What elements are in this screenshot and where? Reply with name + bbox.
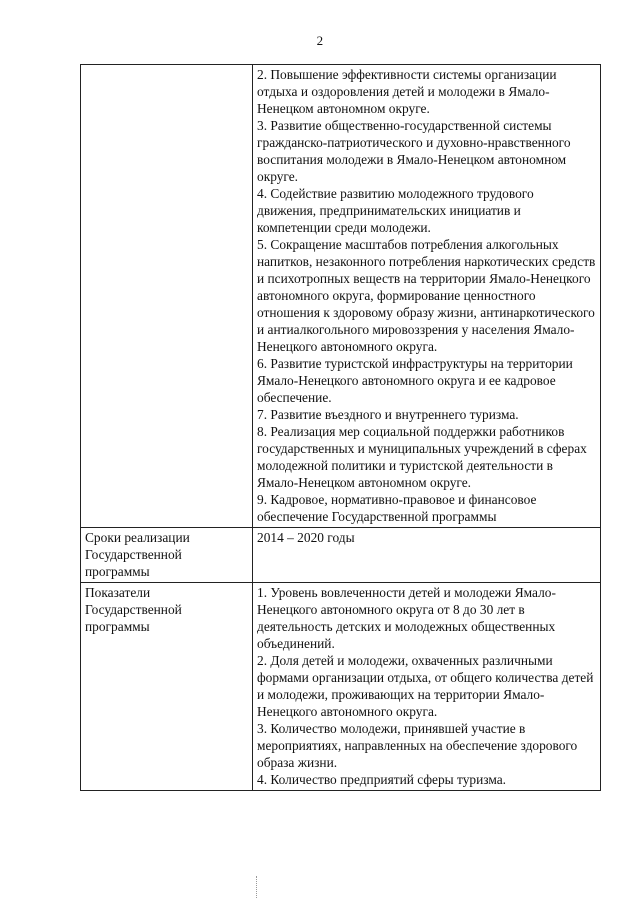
table-row-indicators <box>81 583 601 791</box>
scan-mark <box>256 876 259 898</box>
indicator-item-4: 4. Количество предприятий сферы туризма. <box>257 772 507 787</box>
indicator-item-3: 3. Количество молодежи, принявшей участие в мероприятиях, направленных на обеспечение здорового образа жизни. <box>257 721 578 770</box>
task-item-5: 5. Сокращение масштабов потребления алкогольных напитков, незаконного потребления наркотических средств и психотропных веществ на территории Ямало-Ненецкого автономного округа, формирование ценностного отношения к здоровому образу жизни, антинаркотического и антиалкогольного мировоззрения у населения Ямало-Ненецкого автономного округа. <box>257 237 596 354</box>
indicator-item-2: 2. Доля детей и молодежи, охваченных различными формами организации отдыха, от общего количества детей и молодежи, проживающих на территории Ямало-Ненецкого автономного округа. <box>257 653 594 719</box>
task-item-4: 4. Содействие развитию молодежного трудового движения, предпринимательских инициатив и компетенции среди молодежи. <box>257 186 534 235</box>
table-row-timeframe <box>81 528 601 583</box>
row-content <box>253 528 601 583</box>
task-item-2: 2. Повышение эффективности системы организации отдыха и оздоровления детей и молодежи в Ямало-Ненецком автономном округе. <box>257 67 557 116</box>
row-content <box>253 65 601 528</box>
program-passport-table <box>80 64 601 791</box>
page-number: 2 <box>316 33 324 48</box>
row-label <box>81 65 253 528</box>
task-item-8: 8. Реализация мер социальной поддержки работников государственных и муниципальных учреждений в сферах молодежной политики и туристской деятельности в Ямало-Ненецком автономном округе. <box>257 424 587 490</box>
indicator-item-1: 1. Уровень вовлеченности детей и молодежи Ямало-Ненецкого автономного округа от 8 до 30 лет в деятельность детских и молодежных общественных объединений. <box>257 585 556 651</box>
table-row-tasks-continued <box>81 65 601 528</box>
row-label: Сроки реализации Государственной программы <box>81 528 253 583</box>
task-item-7: 7. Развитие въездного и внутреннего туризма. <box>257 407 519 422</box>
row-content <box>253 583 601 791</box>
task-item-6: 6. Развитие туристской инфраструктуры на территории Ямало-Ненецкого автономного округа и ее кадровое обеспечение. <box>257 356 573 405</box>
task-item-9: 9. Кадровое, нормативно-правовое и финансовое обеспечение Государственной программы <box>257 492 537 524</box>
task-item-3: 3. Развитие общественно-государственной системы гражданско-патриотического и духовно-нравственного воспитания молодежи в Ямало-Ненецком автономном округе. <box>257 118 571 184</box>
timeframe-value: 2014 – 2020 годы <box>257 530 355 545</box>
row-label: Показатели Государственной программы <box>81 583 253 791</box>
